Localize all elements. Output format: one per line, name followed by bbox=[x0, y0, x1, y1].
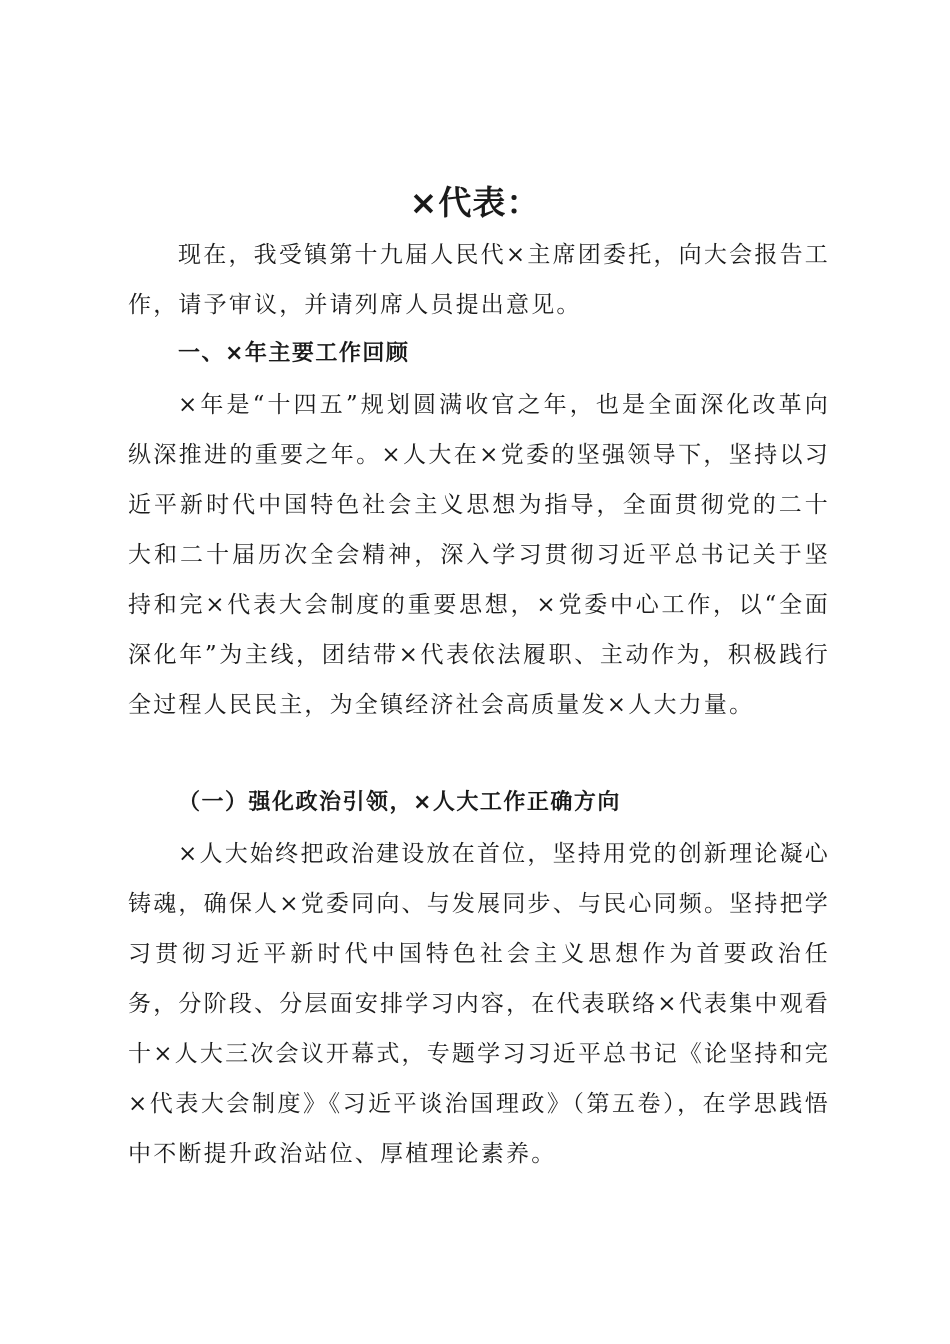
subsection-paragraph: ×人大始终把政治建设放在首位，坚持用党的创新理论凝心铸魂，确保人×党委同向、与发展同步、与民心同频。坚持把学习贯彻习近平新时代中国特色社会主义思想作为首要政治任务，分阶段、分层面安排学习内容，在代表联络×代表集中观看十×人大三次会议开幕式，专题学习习近平总书记《论坚持和完×代表大会制度》《习近平谈治国理政》（第五卷），在学思践悟中不断提升政治站位、厚植理论素养。 bbox=[128, 841, 830, 1167]
subsection-heading: （一）强化政治引领，×人大工作正确方向 bbox=[178, 790, 621, 815]
salutation: ×代表： bbox=[409, 183, 541, 222]
intro-paragraph: 现在，我受镇第十九届人民代×主席团委托，向大会报告工作，请予审议，并请列席人员提出意见。 bbox=[128, 242, 830, 318]
review-paragraph: ×年是“十四五”规划圆满收官之年，也是全面深化改革向纵深推进的重要之年。×人大在×党委的坚强领导下，坚持以习近平新时代中国特色社会主义思想为指导，全面贯彻党的二十大和二十届历次全会精神，深入学习贯彻习近平总书记关于坚持和完×代表大会制度的重要思想，×党委中心工作，以“全面深化年”为主线，团结带×代表依法履职、主动作为，积极践行全过程人民民主，为全镇经济社会高质量发×人大力量。 bbox=[128, 392, 830, 718]
section-heading: 一、×年主要工作回顾 bbox=[178, 341, 410, 366]
